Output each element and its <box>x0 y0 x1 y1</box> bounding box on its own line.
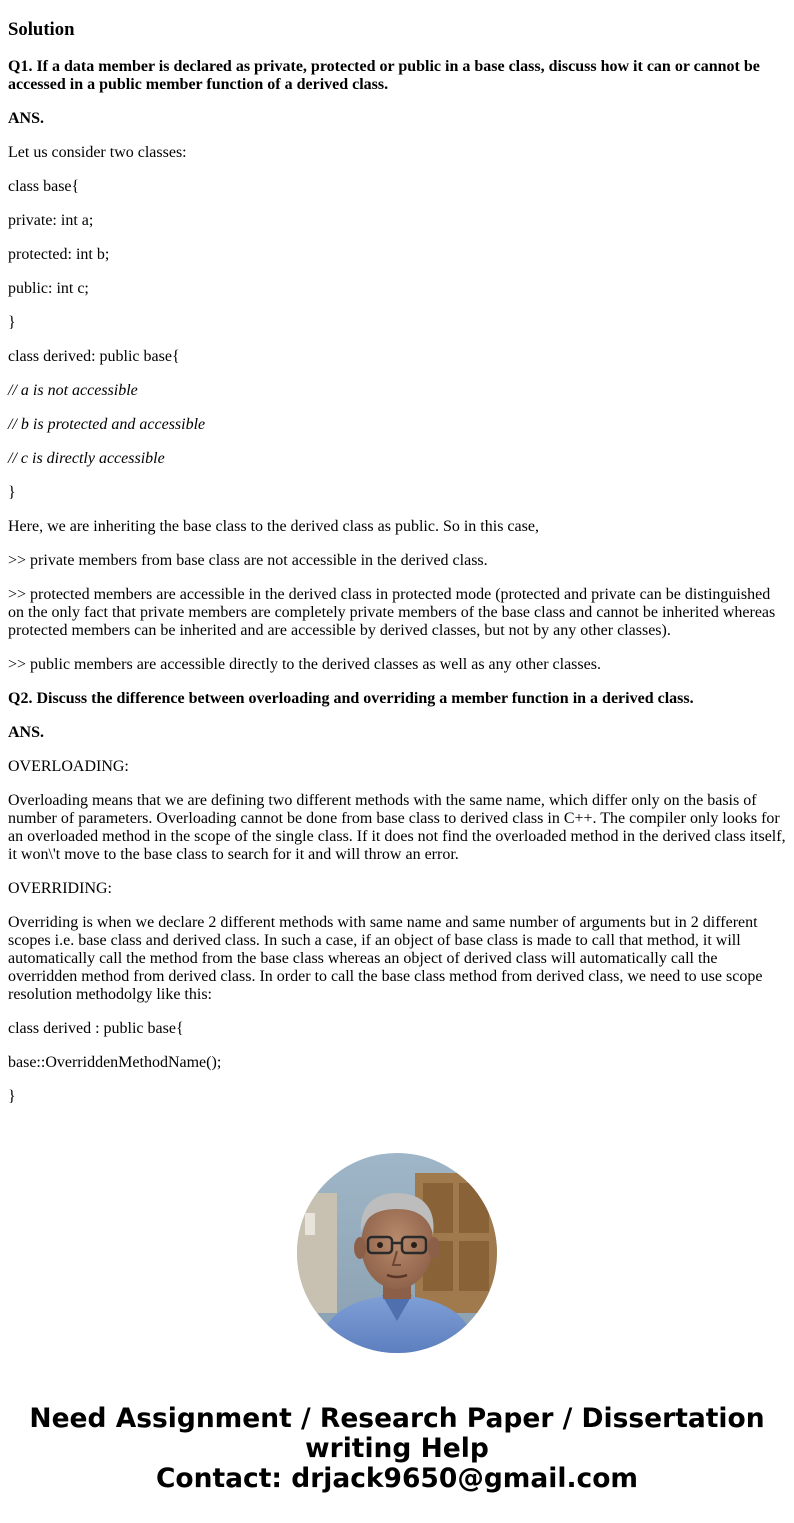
q1-code-comment: // a is not accessible <box>8 382 138 399</box>
q1-ans-label: ANS. <box>8 110 45 127</box>
q1-explanation: >> public members are accessible directly to the derived classes as well as any other classes. <box>8 656 601 673</box>
q1-code-line: private: int a; <box>8 212 94 229</box>
author-portrait-image <box>297 1153 497 1353</box>
q1-explanation: Here, we are inheriting the base class to the derived class as public. So in this case, <box>8 518 539 535</box>
overriding-heading: OVERRIDING: <box>8 880 112 897</box>
author-avatar <box>297 1153 497 1353</box>
q1-question: Q1. If a data member is declared as private, protected or public in a base class, discuss how it can or cannot be accessed in a public member function of a derived class. <box>8 58 760 93</box>
q1-code-line: class base{ <box>8 178 80 195</box>
q2-question: Q2. Discuss the difference between overloading and overriding a member function in a derived class. <box>8 690 694 707</box>
overloading-heading: OVERLOADING: <box>8 758 129 775</box>
q1-code-line: public: int c; <box>8 280 89 297</box>
solution-document <box>8 0 786 1106</box>
q1-code-line: } <box>8 314 16 331</box>
q1-code-comment: // b is protected and accessible <box>8 416 206 433</box>
q2-ans-label: ANS. <box>8 724 45 741</box>
page-title: Solution <box>8 19 75 40</box>
q1-intro: Let us consider two classes: <box>8 144 187 161</box>
q2-code-line: } <box>8 1088 16 1105</box>
promo-contact: Contact: drjack9650@gmail.com <box>155 1463 639 1494</box>
promo-line: Need Assignment / Research Paper / Dissertation <box>29 1403 765 1434</box>
q2-code-line: base::OverriddenMethodName(); <box>8 1054 222 1071</box>
q1-code-line: protected: int b; <box>8 246 110 263</box>
q1-explanation: >> protected members are accessible in the derived class in protected mode (protected and private can be distinguished on the only fact that private members are completely private members of the base class and cannot be inherited whereas protected members can be inherited and are accessible by derived classes, but not by any other classes). <box>8 586 776 639</box>
q1-code-line: class derived: public base{ <box>8 348 180 365</box>
overriding-text: Overriding is when we declare 2 different methods with same name and same number of arguments but in 2 different scopes i.e. base class and derived class. In such a case, if an object of base class is made to call that method, it will automatically call the method from the base class whereas an object of derived class will automatically call the overridden method from derived class. In order to call the base class method from derived class, we need to use scope resolution methodolgy like this: <box>8 914 763 1003</box>
promo-line: writing Help <box>305 1433 489 1464</box>
promo-banner <box>0 1404 794 1494</box>
q1-explanation: >> private members from base class are not accessible in the derived class. <box>8 552 488 569</box>
overloading-text: Overloading means that we are defining two different methods with the same name, which differ only on the basis of number of parameters. Overloading cannot be done from base class to derived class in C++. The compiler only looks for an overloaded method in the scope of the single class. If it does not find the overloaded method in the derived class itself, it won\'t move to the base class to search for it and will throw an error. <box>8 792 786 863</box>
q1-code-line: } <box>8 484 16 501</box>
q2-code-line: class derived : public base{ <box>8 1020 184 1037</box>
q1-code-comment: // c is directly accessible <box>8 450 165 467</box>
